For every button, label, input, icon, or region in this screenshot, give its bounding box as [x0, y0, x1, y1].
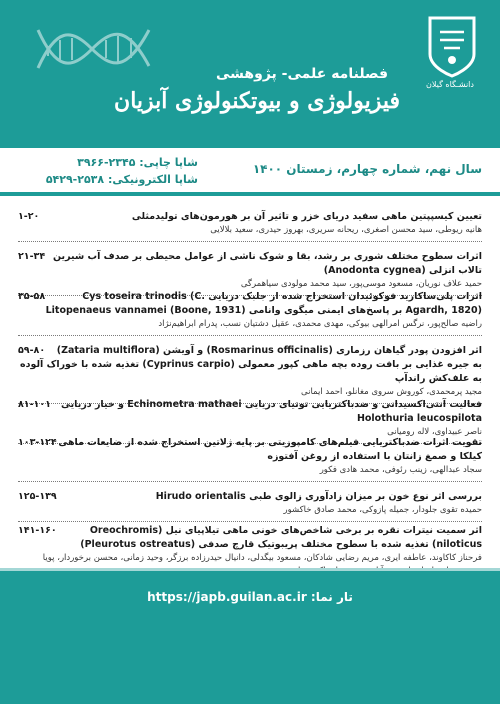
article-authors: فرحناز کاکاوند، عاطفه ایری، مریم رضایی شادکان، مسعود بیگدلی، دانیال حیدرزاده برزگر، وحید زمانی، محسن برخوردار، پویا: [42, 553, 482, 563]
article-pages: ۱۰۳-۱۲۴: [18, 437, 57, 448]
issn-online: شاپا الکترونیکی: ۲۵۳۸-۵۴۲۹: [45, 173, 198, 186]
article-title: ۱۰۳-۱۲۴ تقویت اثرات ضدباکتریایی فیلم‌های کامپوزیتی بر پایه ژلاتین استخراج شده از ضایعات ماهی کیلکا و صمغ زانتان با استفاده از روغن آفتوزه: [18, 437, 482, 462]
issue-label: سال نهم، شماره چهارم، زمستان ۱۴۰۰: [252, 162, 482, 176]
article-entry: [18, 290, 482, 336]
article-entry: [18, 490, 482, 522]
logo-caption: دانشـگاه گیلان: [426, 80, 474, 89]
issn-block: [18, 154, 198, 188]
article-title: ۳۵-۵۸ اثرات پلی‌ساکارید فوکوئیدان استخراج شده از جلبک دریایی Cys toseira trinodis (C. Agardh, 1820) بر پاسخ‌های ایمنی میگوی وانامی (Litopenaeus vannamei (Boone, 1931: [18, 291, 482, 316]
article-title: ۱۴۱-۱۶۰ اثر سمیت نیترات نقره بر برخی شاخص‌های خونی ماهی تیلاپیای نیل (Oreochromis niloticus) تغذیه شده با سطوح مختلف پریبوتیک قارچ صدفی (Pleurotus ostreatus): [18, 525, 482, 550]
article-pages: ۲۱-۳۴: [18, 251, 46, 262]
article-entry: [18, 344, 482, 404]
table-of-contents: [0, 200, 500, 580]
article-entry: [18, 210, 482, 242]
article-authors: حمیده تقوی جلودار، جمیله پازوکی، محمد صادق خاکشور: [283, 505, 482, 515]
university-logo-icon: [426, 14, 478, 78]
article-pages: ۱۴۱-۱۶۰: [18, 525, 57, 536]
dna-helix-icon: [36, 18, 151, 78]
article-title: ۱۲۵-۱۳۹ بررسی اثر نوع خون بر میزان زادآوری زالوی طبی Hirudo orientalis: [18, 491, 482, 502]
article-authors: راضیه صالح‌پور، نرگس امرالهی بیوکی، مهدی محمدی، عقیل دشتیان نسب، پدرام ابراهیم‌نژاد: [158, 319, 482, 329]
website-link[interactable]: تار نما: https://japb.guilan.ac.ir: [147, 590, 353, 604]
article-authors: ناصر عبیداوی، لاله رومیانی: [387, 427, 482, 437]
article-authors: هانیه ریوطی، سید محسن اصغری، ریحانه سریری، بهروز حیدری، سعید بلالایی: [210, 225, 482, 235]
article-pages: ۵۹-۸۰: [18, 345, 46, 356]
article-title: ۵۹-۸۰ اثر افزودن پودر گیاهان رزماری (Rosmarinus officinalis) و آویشن (Zataria multiflora) به جیره غذایی بر بافت روده بچه ماهی کپور معمولی (Cyprinus carpio) تغذیه شده با خوراک آلوده به علف‌کش راندآپ: [18, 345, 482, 384]
cover-header: [0, 0, 500, 148]
article-pages: ۳۵-۵۸: [18, 291, 46, 302]
article-pages: ۱۲۵-۱۳۹: [18, 491, 57, 502]
article-pages: ۸۱-۱۰۱: [18, 399, 51, 410]
journal-title: فیزیولوژی و بیوتکنولوژی آبزیان: [114, 88, 400, 114]
article-title: ۸۱-۱۰۱ فعالیت آنتی‌اکسیدانی و ضدباکتریایی توتیای دریایی Echinometra mathaei و خیار دریایی Holothuria leucospilota: [18, 399, 482, 424]
article-authors: حمید علاف نوریان، مسعود موسی‌پور، سید محمد مولودی سیاهمرگی: [240, 279, 482, 289]
article-pages: ۱-۲۰: [18, 211, 40, 222]
article-title: ۲۱-۳۴ اثرات سطوح مختلف شوری بر رشد، بقا و شوک ناشی از عوامل محیطی بر صدف آب شیرین تالاب انزلی (Anodonta cygnea): [18, 251, 482, 276]
article-title: ۱-۲۰ تعیین کیسپپتین ماهی سفید دریای خزر و تاثیر آن بر هورمون‌های تولیدمثلی: [18, 211, 482, 222]
issn-print: شاپا چاپی: ۲۳۴۵-۳۹۶۶: [77, 156, 198, 169]
footer-divider: [0, 568, 500, 571]
journal-kicker: فصلنامه علمی- پژوهشی: [216, 66, 388, 82]
cover-footer: [0, 568, 500, 704]
article-entry: [18, 436, 482, 482]
issue-info-bar: [0, 148, 500, 196]
article-authors: مجید پرمحمدی، کوروش سروی مغانلو، احمد ایمانی: [301, 387, 482, 397]
article-authors: سجاد عبدالهی، زینب رئوفی، محمد هادی فکور: [319, 465, 482, 475]
